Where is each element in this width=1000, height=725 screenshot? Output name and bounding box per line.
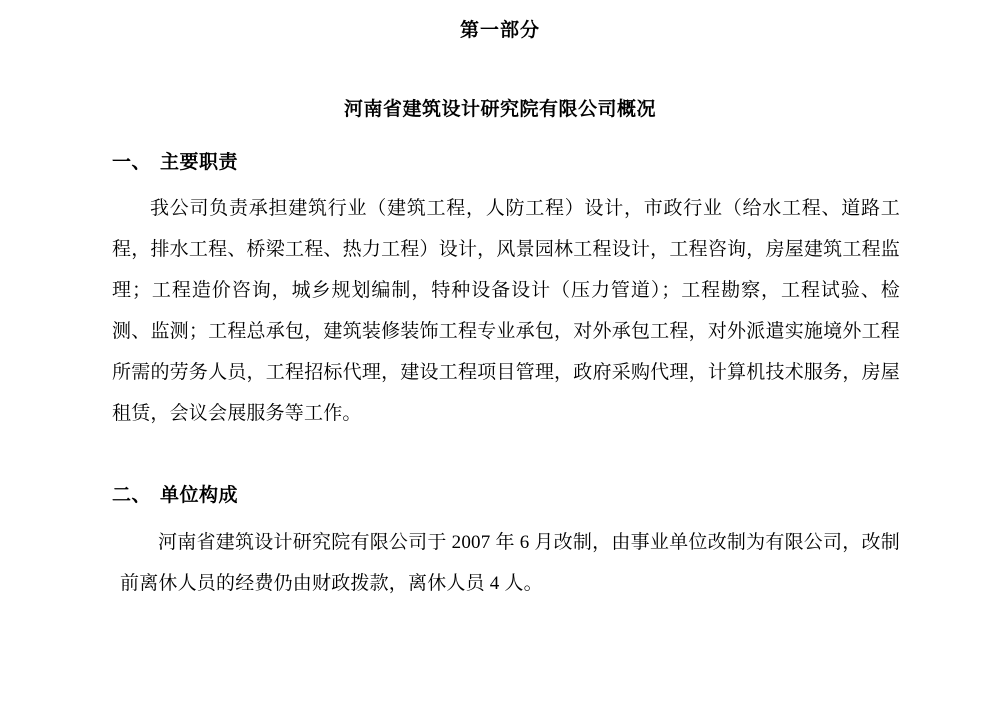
- section-heading-2: [112, 482, 1000, 511]
- page-title: 第一部分: [459, 20, 540, 41]
- document-subtitle: 河南省建筑设计研究院有限公司概况: [343, 98, 656, 120]
- document-page: [0, 18, 1000, 725]
- section-paragraph-1: 我公司负责承担建筑行业（建筑工程，人防工程）设计，市政行业（给水工程、道路工程，排水工程、桥梁工程、热力工程）设计，风景园林工程设计，工程咨询，房屋建筑工程监理；工程造价咨询，城乡规划编制，特种设备设计（压力管道）；工程勘察，工程试验、检测、监测；工程总承包，建筑装修装饰工程专业承包，对外承包工程，对外派遣实施境外工程所需的劳务人员，工程招标代理，建设工程项目管理，政府采购代理，计算机技术服务，房屋租赁，会议会展服务等工作。: [112, 197, 900, 424]
- section-title-2: 单位构成: [160, 484, 239, 506]
- section-heading-1: [112, 149, 1000, 178]
- section-paragraph-2: 河南省建筑设计研究院有限公司于 2007 年 6 月改制，由事业单位改制为有限公司，改制前离休人员的经费仍由财政拨款，离休人员 4 人。: [120, 532, 900, 595]
- section-spacer: [0, 434, 1000, 456]
- section-title-1: 主要职责: [160, 152, 239, 174]
- section-number-2: 二、: [112, 484, 152, 506]
- section-number-1: 一、: [112, 152, 152, 174]
